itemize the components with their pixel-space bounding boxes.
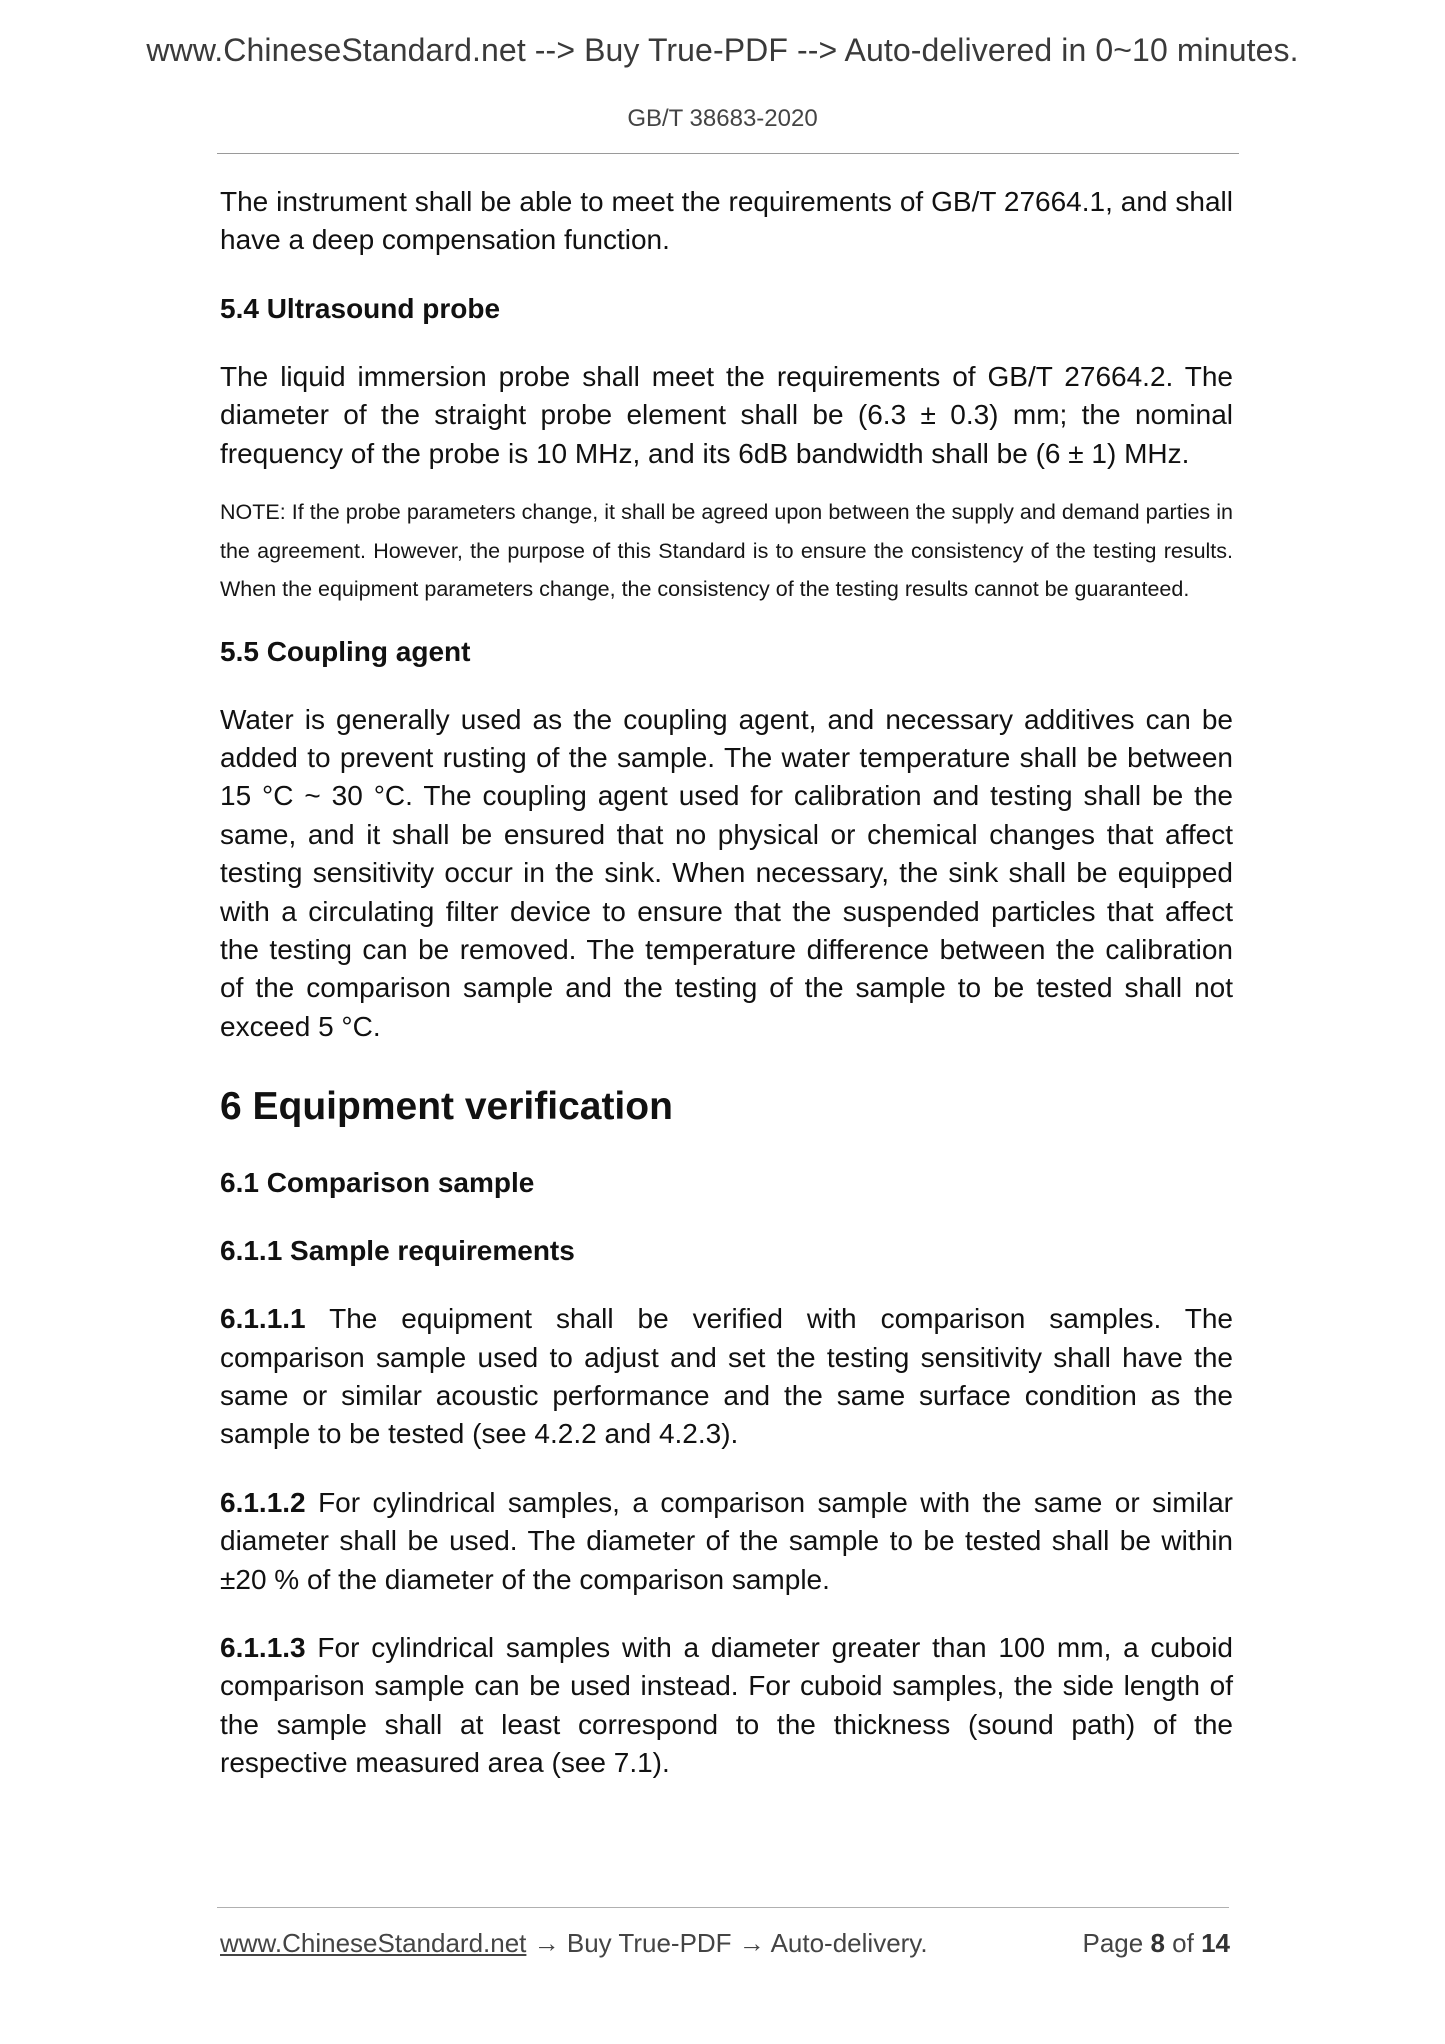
paragraph-5-4: The liquid immersion probe shall meet the requirements of GB/T 27664.2. The diameter of the straight probe element shall be (6.3 ± 0.3) mm; the nominal frequency of the probe is 10 MHz, and its 6dB bandwidth shall be (6 ± 1) MHz. [220,360,1233,469]
heading-5-4: 5.4 Ultrasound probe [220,292,501,324]
footer-link[interactable]: www.ChineseStandard.net [220,1928,527,1958]
clause-number: 6.1.1.1 [220,1303,306,1335]
intro-paragraph: The instrument shall be able to meet the requirements of GB/T 27664.1, and shall have a deep compensation function. [220,186,1233,256]
clause-6-1-1-2 [220,1484,1233,1599]
heading-6-1: 6.1 Comparison sample [220,1167,535,1199]
total-pages: 14 [1201,1928,1230,1958]
heading-6: 6 Equipment verification [220,1085,673,1129]
footer-divider [217,1907,1229,1908]
document-code: GB/T 38683-2020 [627,105,818,132]
footer-text: → Buy True-PDF → Auto-delivery. [526,1928,928,1958]
clause-text: For cylindrical samples, a comparison sample with the same or similar diameter shall be used. The diameter of the sample to be tested shall be within ±20 % of the diameter of the comparison sample. [220,1486,1233,1595]
page-label: Page [1082,1928,1144,1958]
clause-text: For cylindrical samples with a diameter greater than 100 mm, a cuboid comparison sample can be used instead. For cuboid samples, the side length of the sample shall at least correspond to the thickness (sound path) of the respective measured area (see 7.1). [220,1632,1233,1779]
page-indicator [1082,1928,1230,1959]
clause-number: 6.1.1.2 [220,1486,306,1518]
header-divider [217,153,1239,154]
note-5-4: NOTE: If the probe parameters change, it shall be agreed upon between the supply and demand parties in the agreement. However, the purpose of this Standard is to ensure the consistency of the testing results. When the equipment parameters change, the consistency of the testing results cannot be guaranteed. [220,500,1233,602]
footer [220,1928,1230,1959]
of-label: of [1172,1928,1194,1958]
clause-number: 6.1.1.3 [220,1632,306,1664]
clause-text: The equipment shall be verified with comparison samples. The comparison sample used to adjust and set the testing sensitivity shall have the same or similar acoustic performance and the same surface condition as the sample to be tested (see 4.2.2 and 4.2.3). [220,1303,1233,1450]
paragraph-5-5: Water is generally used as the coupling agent, and necessary additives can be added to prevent rusting of the sample. The water temperature shall be between 15 °C ~ 30 °C. The coupling agent used for calibration and testing shall be the same, and it shall be ensured that no physical or chemical changes that affect testing sensitivity occur in the sink. When necessary, the sink shall be equipped with a circulating filter device to ensure that the suspended particles that affect the testing can be removed. The temperature difference between the calibration of the comparison sample and the testing of the sample to be tested shall not exceed 5 °C. [220,703,1233,1042]
page-number: 8 [1150,1928,1165,1958]
page-body [220,183,1233,1783]
heading-5-5: 5.5 Coupling agent [220,635,471,667]
heading-6-1-1: 6.1.1 Sample requirements [220,1235,575,1267]
top-banner: www.ChineseStandard.net --> Buy True-PDF --> Auto-delivered in 0~10 minutes. [146,32,1299,68]
clause-6-1-1-3 [220,1629,1233,1783]
clause-6-1-1-1 [220,1300,1233,1454]
